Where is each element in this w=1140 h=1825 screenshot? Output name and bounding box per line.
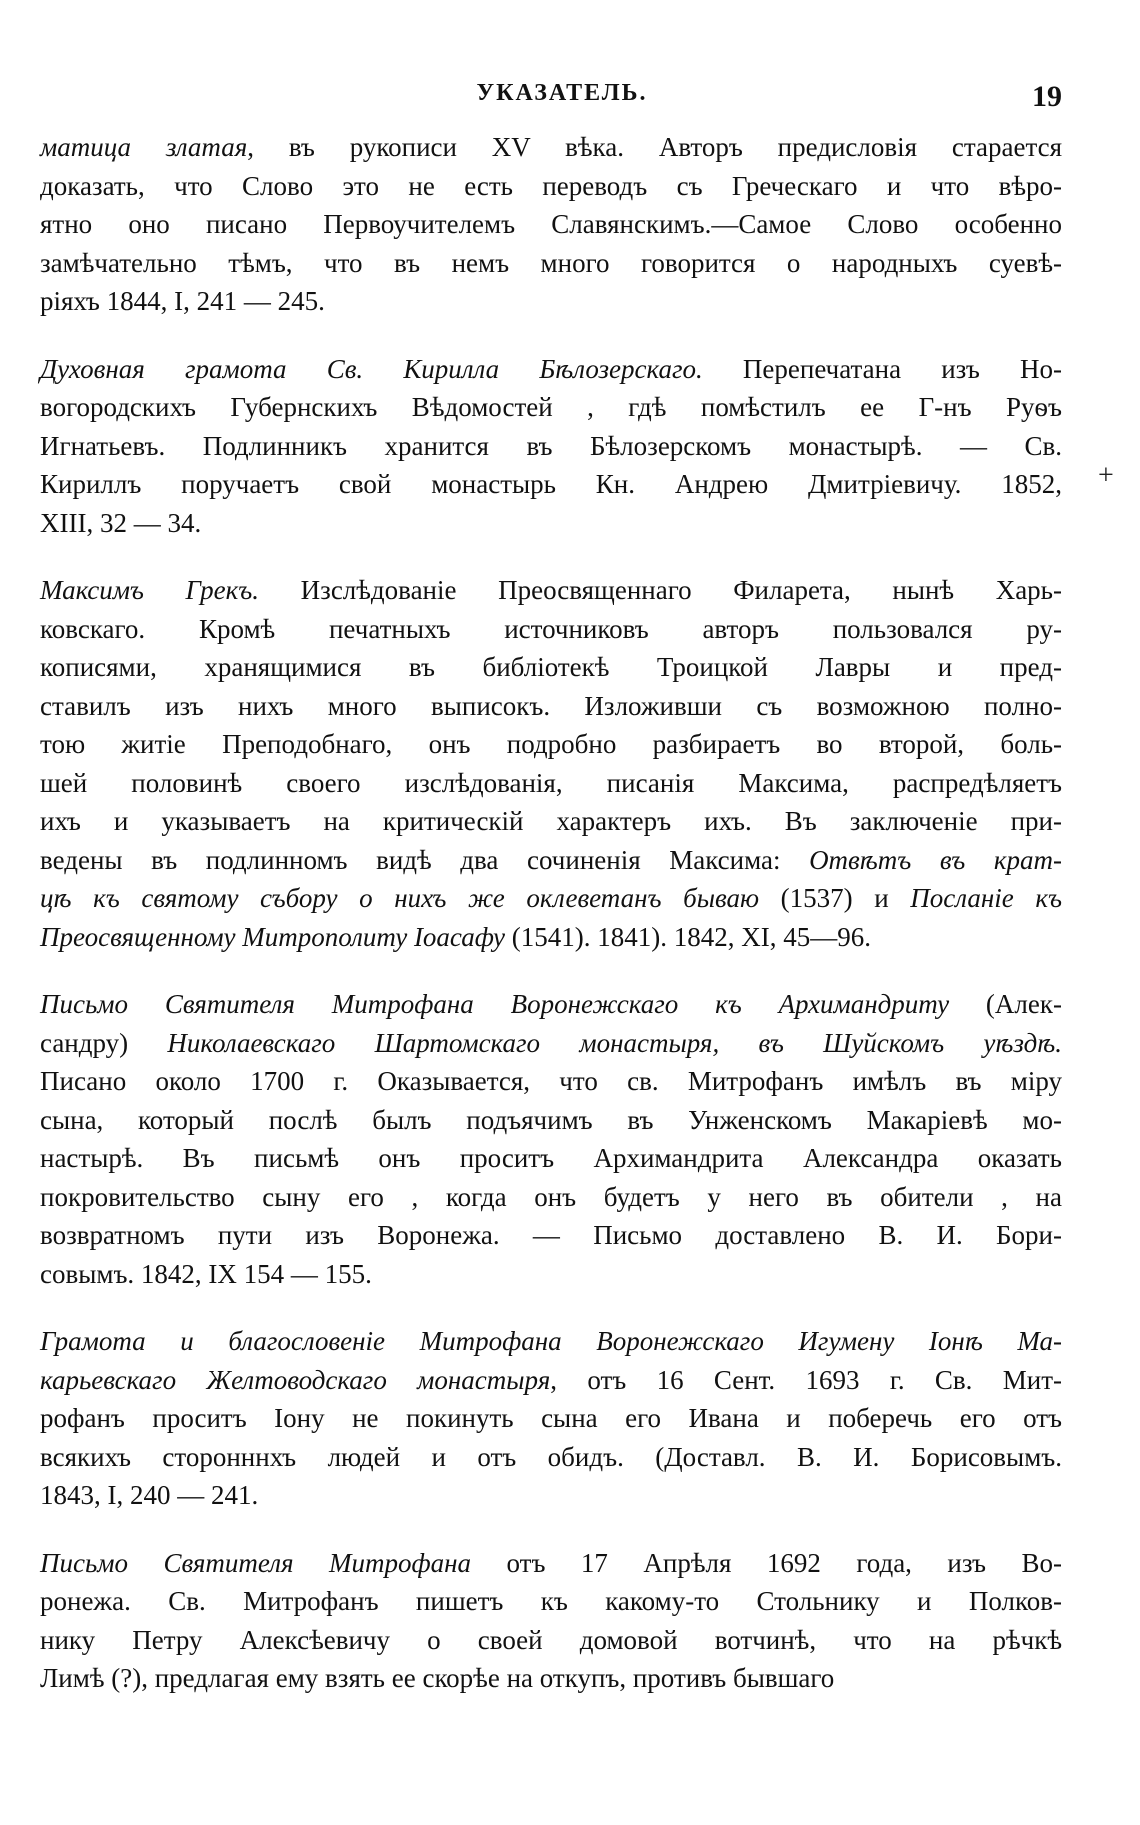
text-segment: (1537) и <box>759 883 911 913</box>
italic-segment: Грамота и благословеніе Митрофана Воронежскаго Игумену Іонѣ Ма- <box>40 1326 1062 1356</box>
text-line <box>40 1438 1062 1477</box>
italic-segment: матица златая <box>40 132 248 162</box>
text-segment: сына, который послѣ былъ подъячимъ въ Унженскомъ Макаріевѣ мо- <box>40 1104 1062 1135</box>
text-line <box>40 1621 1062 1660</box>
text-line <box>40 282 1062 321</box>
text-segment: Кириллъ поручаетъ свой монастырь Кн. Андрею Дмитріевичу. 1852, <box>40 469 1062 499</box>
text-segment: XIII, 32 — 34. <box>40 507 202 538</box>
text-line <box>40 571 1062 610</box>
text-line <box>40 1024 1062 1063</box>
text-line <box>40 128 1062 167</box>
text-segment: ронежа. Св. Митрофанъ пишетъ къ какому-то Стольнику и Полков- <box>40 1586 1062 1616</box>
document-body <box>40 128 1062 1727</box>
text-line <box>40 1178 1062 1217</box>
text-segment: всякихъ сторонннхъ людей и отъ обидъ. (Доставл. В. И. Борисовымъ. <box>40 1441 1062 1472</box>
text-segment: ставилъ изъ нихъ много выписокъ. Изложивши съ возможною полно- <box>40 690 1062 721</box>
margin-mark: + <box>1098 460 1114 491</box>
text-segment: совымъ. 1842, IX 154 — 155. <box>40 1258 372 1289</box>
italic-segment: Письмо Святителя Митрофана <box>40 1547 472 1578</box>
italic-segment: Духовная грамота Св. Кирилла Бѣлозерскаго. <box>40 353 703 384</box>
text-segment: (1541). 1841). 1842, XI, 45—96. <box>504 921 871 952</box>
index-entry <box>40 1544 1062 1698</box>
text-line <box>40 1582 1062 1621</box>
text-segment: , въ рукописи XV вѣка. Авторъ предисловія старается <box>247 132 1062 162</box>
text-segment: замѣчательно тѣмъ, что въ немъ много говорится о народныхъ суевѣ- <box>40 247 1062 278</box>
text-line <box>40 1361 1062 1400</box>
text-segment: Изслѣдованіе Преосвященнаго Филарета, нынѣ Харь- <box>259 575 1062 605</box>
text-segment: 1843, I, 240 — 241. <box>40 1480 259 1510</box>
text-segment: сандру) <box>40 1027 168 1058</box>
text-line <box>40 465 1062 504</box>
text-line <box>40 1476 1062 1515</box>
text-line <box>40 1101 1062 1140</box>
italic-segment: Отвѣтъ въ крат- <box>809 844 1062 875</box>
text-segment: Перепечатана изъ Но- <box>702 353 1062 384</box>
text-line <box>40 1216 1062 1255</box>
text-line <box>40 687 1062 726</box>
index-entry <box>40 571 1062 956</box>
text-line <box>40 244 1062 283</box>
italic-segment: Максимъ Грекъ. <box>40 575 260 605</box>
text-line <box>40 1659 1062 1698</box>
text-line <box>40 1062 1062 1101</box>
italic-segment: цѣ къ святому събору о нихъ же оклеветанъ бываю <box>40 883 760 913</box>
text-line <box>40 1399 1062 1438</box>
text-line <box>40 205 1062 244</box>
text-segment: покровительство сыну его , когда онъ будетъ у него въ обители , на <box>40 1181 1062 1212</box>
text-line <box>40 610 1062 649</box>
text-line <box>40 427 1062 466</box>
text-line <box>40 802 1062 841</box>
text-line <box>40 1544 1062 1583</box>
index-entry <box>40 128 1062 321</box>
text-segment: кописями, хранящимися въ библіотекѣ Троицкой Лавры и пред- <box>40 652 1062 682</box>
text-line <box>40 764 1062 803</box>
text-segment: ведены въ подлинномъ видѣ два сочиненія Максима: <box>40 844 810 875</box>
text-segment: вогородскихъ Губернскихъ Вѣдомостей , гдѣ помѣстилъ ее Г-нъ Руѳъ <box>40 392 1062 422</box>
italic-segment: Письмо Святителя Митрофана Воронежскаго къ Архимандриту <box>40 989 950 1019</box>
text-segment: шей половинѣ своего изслѣдованія, писанія Максима, распредѣляетъ <box>40 767 1062 798</box>
italic-segment: карьевскаго Желтоводскаго монастыря <box>40 1364 551 1395</box>
text-segment: , отъ 16 Сент. 1693 г. Св. Мит- <box>550 1364 1062 1395</box>
text-segment: рофанъ проситъ Іону не покинуть сына его Ивана и поберечь его отъ <box>40 1403 1062 1433</box>
text-line <box>40 167 1062 206</box>
text-segment: ріяхъ 1844, I, 241 — 245. <box>40 286 325 316</box>
text-line <box>40 841 1062 880</box>
text-line <box>40 648 1062 687</box>
text-segment: нику Петру Алексѣевичу о своей домовой вотчинѣ, что на рѣчкѣ <box>40 1624 1062 1655</box>
italic-segment: Посланіе къ <box>910 883 1062 913</box>
text-line <box>40 1255 1062 1294</box>
running-title: УКАЗАТЕЛЬ. <box>476 80 648 106</box>
page-header <box>62 80 1062 120</box>
text-line <box>40 1322 1062 1361</box>
italic-segment: Преосвященному Митрополиту Іоасафу <box>40 921 505 952</box>
index-entry <box>40 985 1062 1293</box>
text-segment: отъ 17 Апрѣля 1692 года, изъ Во- <box>471 1547 1062 1578</box>
text-line <box>40 725 1062 764</box>
text-line <box>40 918 1062 957</box>
text-line <box>40 504 1062 543</box>
index-entry <box>40 1322 1062 1515</box>
text-segment: настырѣ. Въ письмѣ онъ проситъ Архимандрита Александра оказать <box>40 1143 1062 1173</box>
text-segment: тою житіе Преподобнаго, онъ подробно разбираетъ во второй, боль- <box>40 729 1062 759</box>
text-segment: Игнатьевъ. Подлинникъ хранится въ Бѣлозерскомъ монастырѣ. — Св. <box>40 430 1062 461</box>
text-line <box>40 388 1062 427</box>
text-segment: возвратномъ пути изъ Воронежа. — Письмо доставлено В. И. Бори- <box>40 1220 1062 1250</box>
text-segment: ихъ и указываетъ на критическій характеръ ихъ. Въ заключеніе при- <box>40 806 1062 836</box>
text-segment: (Алек- <box>949 989 1062 1019</box>
text-segment: Лимѣ (?), предлагая ему взять ее скорѣе на откупъ, противъ бывшаго <box>40 1663 835 1693</box>
text-line <box>40 350 1062 389</box>
text-line <box>40 985 1062 1024</box>
italic-segment: Николаевскаго Шартомскаго монастыря, въ Шуйскомъ уѣздѣ. <box>167 1027 1062 1058</box>
index-entry <box>40 350 1062 543</box>
text-segment: доказать, что Слово это не есть переводъ съ Греческаго и что вѣро- <box>40 170 1062 201</box>
text-segment: ковскаго. Кромѣ печатныхъ источниковъ авторъ пользовался ру- <box>40 613 1062 644</box>
text-line <box>40 879 1062 918</box>
page-number: 19 <box>1032 80 1062 113</box>
text-segment: Писано около 1700 г. Оказывается, что св. Митрофанъ имѣлъ въ міру <box>40 1066 1062 1096</box>
text-segment: ятно оно писано Первоучителемъ Славянскимъ.—Самое Слово особенно <box>40 209 1062 239</box>
text-line <box>40 1139 1062 1178</box>
